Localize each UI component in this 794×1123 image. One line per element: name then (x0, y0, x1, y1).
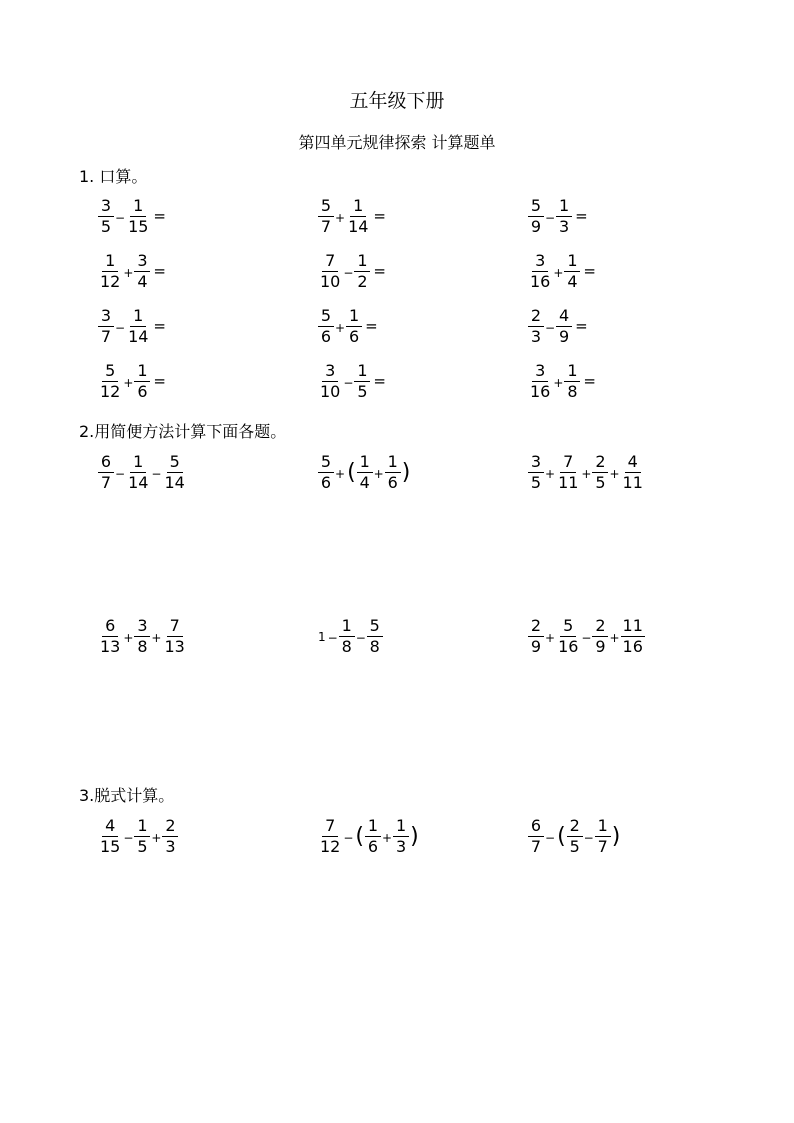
numerator: 1 (130, 454, 146, 473)
numerator: 6 (528, 818, 544, 837)
equals-sign: = (373, 262, 386, 280)
denominator: 5 (595, 473, 606, 492)
fraction (556, 618, 580, 655)
numerator: 2 (528, 618, 544, 637)
fraction (556, 308, 572, 345)
numerator: 3 (528, 454, 544, 473)
numerator: 4 (625, 454, 641, 473)
numerator: 3 (98, 198, 114, 217)
section-heading-oral: 1. 口算。 (79, 167, 148, 186)
numerator: 1 (354, 363, 370, 382)
denominator: 16 (530, 382, 551, 401)
stepwise-problem-3 (528, 818, 621, 855)
simplify-problem-1 (98, 454, 187, 491)
numerator: 2 (162, 818, 178, 837)
simplify-problem-2 (318, 454, 411, 491)
fraction (126, 308, 150, 345)
fraction (354, 363, 370, 400)
fraction (98, 198, 114, 235)
denominator: 6 (320, 473, 332, 492)
operator: + (123, 375, 134, 390)
numerator: 3 (532, 253, 548, 272)
fraction (556, 454, 580, 491)
right-paren: ) (401, 459, 411, 485)
stepwise-problem-1 (98, 818, 178, 855)
fraction (98, 363, 122, 400)
fraction (564, 253, 580, 290)
section-heading-stepwise: 3.脱式计算。 (79, 786, 175, 805)
fraction (556, 198, 572, 235)
denominator: 14 (348, 217, 369, 236)
fraction (346, 198, 370, 235)
numerator: 7 (322, 253, 338, 272)
numerator: 1 (385, 454, 401, 473)
operator: + (545, 630, 556, 645)
numerator: 1 (130, 198, 146, 217)
right-paren: ) (410, 823, 419, 849)
operator: + (335, 210, 346, 225)
operator: + (581, 466, 592, 481)
denominator: 6 (137, 382, 148, 401)
fraction (346, 308, 362, 345)
denominator: 15 (128, 217, 149, 236)
denominator: 7 (100, 327, 112, 346)
section-heading-simplify: 2.用简便方法计算下面各题。 (79, 422, 287, 441)
operator: − (115, 320, 126, 335)
fraction (98, 618, 122, 655)
numerator: 6 (98, 454, 114, 473)
denominator: 13 (164, 637, 185, 656)
right-paren: ) (611, 823, 621, 849)
operator: + (382, 830, 393, 845)
operator: − (581, 630, 592, 645)
equals-sign: = (575, 317, 588, 335)
fraction (134, 618, 150, 655)
fraction (393, 818, 409, 855)
fraction (98, 454, 114, 491)
operator: − (343, 375, 354, 390)
fraction (318, 363, 342, 400)
oral-problem-2 (318, 198, 386, 235)
operator: − (343, 830, 354, 845)
denominator: 6 (320, 327, 332, 346)
operator: + (151, 630, 162, 645)
fraction (528, 363, 552, 400)
equals-sign: = (365, 317, 378, 335)
fraction (134, 253, 150, 290)
fraction (318, 818, 342, 855)
denominator: 10 (320, 382, 341, 401)
operator: + (123, 265, 134, 280)
fraction (162, 818, 178, 855)
numerator: 1 (354, 253, 370, 272)
numerator: 5 (318, 308, 334, 327)
operator: + (553, 375, 564, 390)
denominator: 12 (100, 272, 121, 291)
fraction (126, 454, 150, 491)
denominator: 5 (357, 382, 368, 401)
oral-problem-5 (318, 253, 386, 290)
fraction (365, 818, 381, 855)
equals-sign: = (583, 372, 596, 390)
operator: + (545, 466, 556, 481)
operator: + (609, 630, 620, 645)
numerator: 1 (102, 253, 118, 272)
denominator: 12 (320, 837, 341, 856)
operator: − (343, 265, 354, 280)
fraction (528, 308, 544, 345)
numerator: 2 (567, 818, 583, 837)
denominator: 4 (137, 272, 148, 291)
denominator: 5 (100, 217, 112, 236)
fraction (134, 818, 150, 855)
oral-problem-3 (528, 198, 588, 235)
fraction (357, 454, 373, 491)
fraction (98, 308, 114, 345)
simplify-problem-5 (318, 618, 383, 655)
simplify-problem-4 (98, 618, 187, 655)
fraction (528, 618, 544, 655)
denominator: 9 (558, 327, 570, 346)
denominator: 9 (530, 217, 542, 236)
numerator: 3 (98, 308, 114, 327)
numerator: 3 (532, 363, 548, 382)
fraction (354, 253, 370, 290)
denominator: 16 (530, 272, 551, 291)
operator: − (583, 830, 594, 845)
equals-sign: = (575, 207, 588, 225)
fraction (126, 198, 150, 235)
denominator: 14 (164, 473, 185, 492)
fraction (134, 363, 150, 400)
fraction (162, 454, 186, 491)
denominator: 5 (530, 473, 542, 492)
numerator: 1 (564, 253, 580, 272)
numerator: 1 (393, 818, 409, 837)
numerator: 7 (560, 454, 576, 473)
equals-sign: = (373, 372, 386, 390)
numerator: 7 (322, 818, 338, 837)
numerator: 1 (595, 818, 611, 837)
operator: − (115, 466, 126, 481)
numerator: 2 (592, 618, 608, 637)
denominator: 8 (137, 637, 148, 656)
whole-number: 1 (318, 629, 326, 644)
operator: − (545, 210, 556, 225)
denominator: 9 (595, 637, 606, 656)
denominator: 10 (320, 272, 341, 291)
fraction (318, 253, 342, 290)
denominator: 15 (100, 837, 121, 856)
numerator: 1 (134, 363, 150, 382)
equals-sign: = (153, 317, 166, 335)
numerator: 1 (350, 198, 366, 217)
page-title: 五年级下册 (349, 90, 445, 112)
oral-problem-9 (528, 308, 588, 345)
denominator: 11 (558, 473, 579, 492)
denominator: 9 (530, 637, 542, 656)
denominator: 7 (530, 837, 542, 856)
numerator: 1 (556, 198, 572, 217)
fraction (528, 454, 544, 491)
denominator: 3 (165, 837, 176, 856)
simplify-problem-6 (528, 618, 645, 655)
operator: − (545, 320, 556, 335)
left-paren: ( (355, 823, 365, 849)
denominator: 4 (567, 272, 578, 291)
oral-problem-6 (528, 253, 596, 290)
equals-sign: = (583, 262, 596, 280)
denominator: 3 (558, 217, 570, 236)
denominator: 7 (320, 217, 332, 236)
operator: + (373, 466, 384, 481)
numerator: 5 (318, 454, 334, 473)
fraction (621, 454, 645, 491)
denominator: 7 (100, 473, 112, 492)
denominator: 2 (357, 272, 368, 291)
left-paren: ( (557, 823, 566, 849)
denominator: 6 (348, 327, 360, 346)
numerator: 6 (102, 618, 118, 637)
numerator: 1 (357, 454, 373, 473)
fraction (564, 363, 580, 400)
denominator: 16 (622, 637, 643, 656)
numerator: 3 (322, 363, 338, 382)
fraction (567, 818, 583, 855)
denominator: 3 (395, 837, 407, 856)
operator: + (335, 320, 346, 335)
fraction (528, 818, 544, 855)
equals-sign: = (153, 207, 166, 225)
operator: + (553, 265, 564, 280)
denominator: 12 (100, 382, 121, 401)
fraction (162, 618, 186, 655)
fraction (385, 454, 401, 491)
denominator: 3 (530, 327, 542, 346)
operator: − (123, 830, 134, 845)
operator: + (123, 630, 134, 645)
oral-problem-11 (318, 363, 386, 400)
fraction (595, 818, 611, 855)
numerator: 1 (564, 363, 580, 382)
numerator: 1 (339, 618, 355, 637)
denominator: 6 (367, 837, 379, 856)
equals-sign: = (373, 207, 386, 225)
fraction (592, 454, 608, 491)
numerator: 5 (560, 618, 576, 637)
denominator: 7 (597, 837, 608, 856)
numerator: 11 (622, 616, 643, 635)
fraction (339, 618, 355, 655)
fraction (592, 618, 608, 655)
fraction (621, 618, 645, 655)
numerator: 4 (556, 308, 572, 327)
oral-problem-8 (318, 308, 378, 345)
fraction (318, 198, 334, 235)
numerator: 1 (134, 818, 150, 837)
left-paren: ( (347, 459, 356, 485)
numerator: 5 (318, 198, 334, 217)
equals-sign: = (153, 262, 166, 280)
oral-problem-1 (98, 198, 166, 235)
numerator: 7 (167, 618, 183, 637)
denominator: 8 (567, 382, 578, 401)
numerator: 1 (365, 818, 381, 837)
denominator: 11 (622, 473, 643, 492)
numerator: 2 (528, 308, 544, 327)
denominator: 6 (387, 473, 398, 492)
operator: + (609, 466, 620, 481)
operator: − (115, 210, 126, 225)
numerator: 5 (102, 363, 118, 382)
numerator: 2 (592, 454, 608, 473)
fraction (98, 818, 122, 855)
numerator: 5 (367, 618, 383, 637)
operator: + (335, 466, 346, 481)
numerator: 5 (528, 198, 544, 217)
oral-problem-7 (98, 308, 166, 345)
numerator: 1 (130, 308, 146, 327)
simplify-problem-3 (528, 454, 645, 491)
numerator: 3 (134, 253, 150, 272)
numerator: 3 (134, 618, 150, 637)
oral-problem-10 (98, 363, 166, 400)
operator: − (327, 630, 338, 645)
fraction (318, 454, 334, 491)
numerator: 4 (102, 818, 118, 837)
equals-sign: = (153, 372, 166, 390)
denominator: 8 (341, 637, 352, 656)
fraction (528, 253, 552, 290)
fraction (367, 618, 383, 655)
denominator: 8 (369, 637, 380, 656)
stepwise-problem-2 (318, 818, 420, 855)
denominator: 14 (128, 327, 149, 346)
fraction (98, 253, 122, 290)
operator: + (151, 830, 162, 845)
denominator: 5 (137, 837, 148, 856)
oral-problem-4 (98, 253, 166, 290)
denominator: 16 (558, 637, 579, 656)
operator: − (151, 466, 162, 481)
operator: − (545, 830, 556, 845)
fraction (318, 308, 334, 345)
page-subtitle: 第四单元规律探索 计算题单 (298, 133, 496, 152)
numerator: 1 (346, 308, 362, 327)
denominator: 13 (100, 637, 121, 656)
operator: − (355, 630, 366, 645)
denominator: 4 (359, 473, 370, 492)
denominator: 5 (569, 837, 580, 856)
denominator: 14 (128, 473, 149, 492)
numerator: 5 (167, 454, 183, 473)
fraction (528, 198, 544, 235)
oral-problem-12 (528, 363, 596, 400)
